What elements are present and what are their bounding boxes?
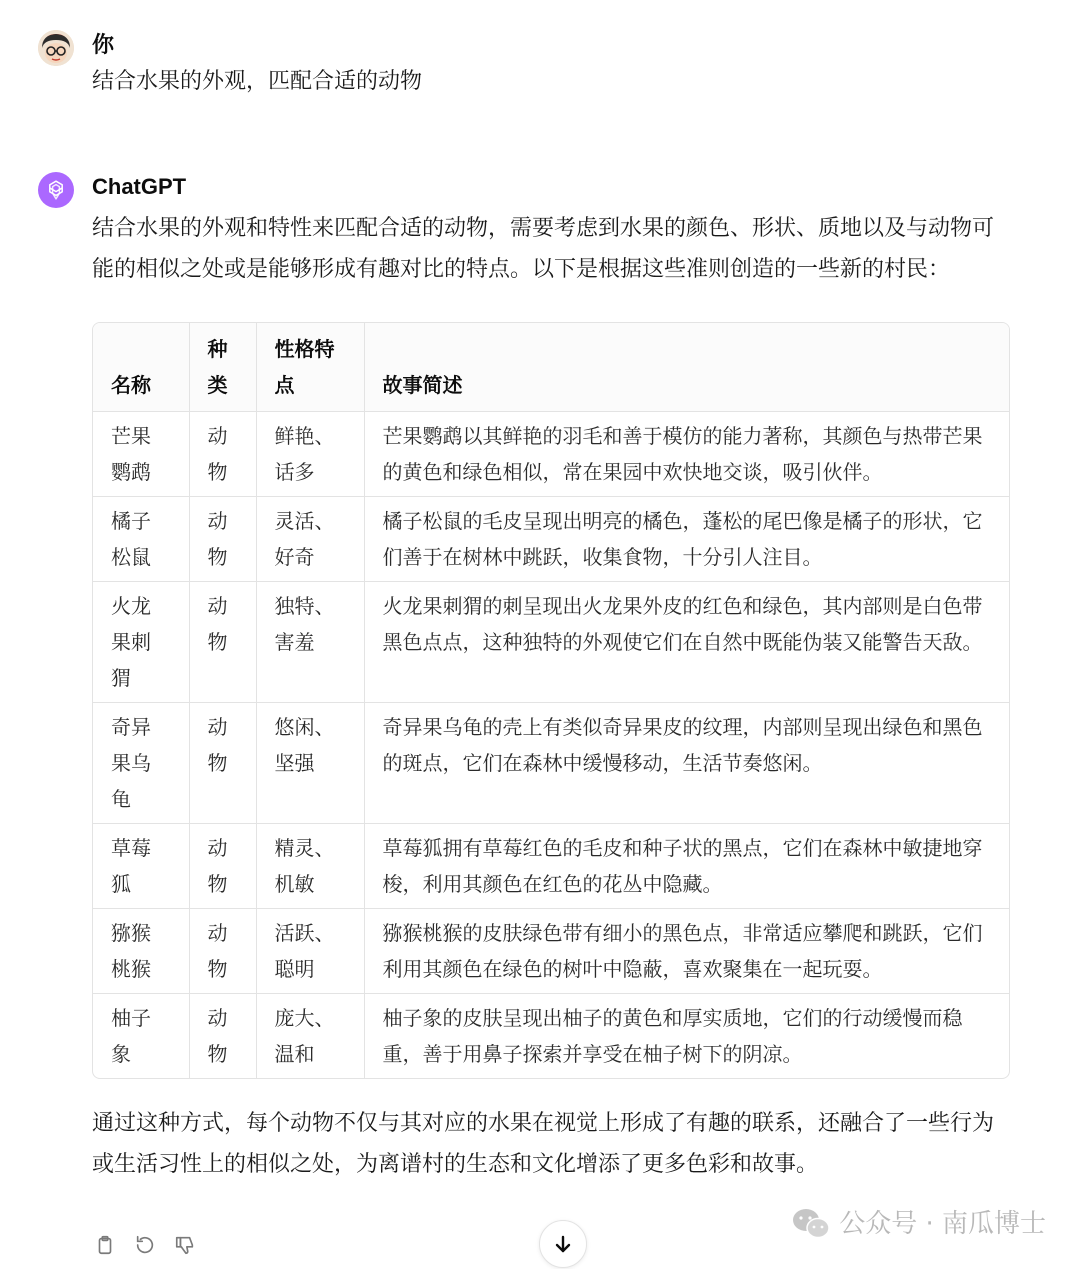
cell-kind: 动物 xyxy=(189,497,256,582)
table-row xyxy=(93,497,1009,582)
cell-trait: 灵活、好奇 xyxy=(256,497,364,582)
assistant-author-name: ChatGPT xyxy=(92,174,187,199)
watermark xyxy=(791,1206,1046,1242)
cell-name: 芒果鹦鹉 xyxy=(93,412,189,497)
assistant-message xyxy=(38,172,1020,1212)
cell-story: 火龙果刺猬的刺呈现出火龙果外皮的红色和绿色，其内部则是白色带黑色点点，这种独特的外观使它们在自然中既能伪装又能警告天敌。 xyxy=(364,582,1009,703)
cell-kind: 动物 xyxy=(189,909,256,994)
scroll-to-bottom-button[interactable] xyxy=(539,1220,587,1268)
cell-trait: 活跃、聪明 xyxy=(256,909,364,994)
header-trait: 性格特点 xyxy=(256,323,364,412)
cell-story: 橘子松鼠的毛皮呈现出明亮的橘色，蓬松的尾巴像是橘子的形状，它们善于在树林中跳跃，收集食物，十分引人注目。 xyxy=(364,497,1009,582)
cell-trait: 悠闲、坚强 xyxy=(256,703,364,824)
user-author-name: 你 xyxy=(92,32,115,57)
cell-name: 火龙果刺猬 xyxy=(93,582,189,703)
table-header-row xyxy=(93,323,1009,412)
cell-trait: 独特、害羞 xyxy=(256,582,364,703)
assistant-message-body xyxy=(92,208,1010,1185)
cell-trait: 鲜艳、话多 xyxy=(256,412,364,497)
cell-kind: 动物 xyxy=(189,582,256,703)
table-row xyxy=(93,909,1009,994)
table-row xyxy=(93,582,1009,703)
user-message-text: 结合水果的外观，匹配合适的动物 xyxy=(92,69,423,94)
header-kind: 种类 xyxy=(189,323,256,412)
regenerate-icon[interactable] xyxy=(132,1232,158,1258)
table-row xyxy=(93,703,1009,824)
cell-story: 猕猴桃猴的皮肤绿色带有细小的黑色点，非常适应攀爬和跳跃，它们利用其颜色在绿色的树叶中隐蔽，喜欢聚集在一起玩耍。 xyxy=(364,909,1009,994)
wechat-icon xyxy=(791,1207,831,1241)
assistant-intro-text: 结合水果的外观和特性来匹配合适的动物，需要考虑到水果的颜色、形状、质地以及与动物可能的相似之处或是能够形成有趣对比的特点。以下是根据这些准则创造的一些新的村民： xyxy=(92,216,995,282)
table-row xyxy=(93,824,1009,909)
cell-name: 猕猴桃猴 xyxy=(93,909,189,994)
arrow-down-icon xyxy=(551,1232,575,1256)
message-actions xyxy=(92,1232,198,1258)
openai-logo-icon xyxy=(38,172,74,208)
cell-kind: 动物 xyxy=(189,412,256,497)
cell-name: 草莓狐 xyxy=(93,824,189,909)
cell-story: 芒果鹦鹉以其鲜艳的羽毛和善于模仿的能力著称，其颜色与热带芒果的黄色和绿色相似，常在果园中欢快地交谈，吸引伙伴。 xyxy=(364,412,1009,497)
cell-story: 柚子象的皮肤呈现出柚子的黄色和厚实质地，它们的行动缓慢而稳重，善于用鼻子探索并享受在柚子树下的阴凉。 xyxy=(364,994,1009,1079)
cell-kind: 动物 xyxy=(189,994,256,1079)
thumbs-down-icon[interactable] xyxy=(172,1232,198,1258)
assistant-closing-text: 通过这种方式，每个动物不仅与其对应的水果在视觉上形成了有趣的联系，还融合了一些行为或生活习性上的相似之处，为离谱村的生态和文化增添了更多色彩和故事。 xyxy=(92,1111,995,1177)
header-story: 故事简述 xyxy=(364,323,1009,412)
watermark-text: 公众号 · 南瓜博士 xyxy=(839,1209,1046,1239)
cell-name: 柚子象 xyxy=(93,994,189,1079)
cell-kind: 动物 xyxy=(189,703,256,824)
cell-trait: 精灵、机敏 xyxy=(256,824,364,909)
cell-name: 橘子松鼠 xyxy=(93,497,189,582)
cell-story: 奇异果乌龟的壳上有类似奇异果皮的纹理，内部则呈现出绿色和黑色的斑点，它们在森林中缓慢移动，生活节奏悠闲。 xyxy=(364,703,1009,824)
copy-icon[interactable] xyxy=(92,1232,118,1258)
table-row xyxy=(93,412,1009,497)
cell-story: 草莓狐拥有草莓红色的毛皮和种子状的黑点，它们在森林中敏捷地穿梭，利用其颜色在红色的花丛中隐藏。 xyxy=(364,824,1009,909)
villager-table xyxy=(92,322,1010,1079)
user-avatar xyxy=(38,30,74,66)
cell-trait: 庞大、温和 xyxy=(256,994,364,1079)
table-row xyxy=(93,994,1009,1079)
cell-name: 奇异果乌龟 xyxy=(93,703,189,824)
header-name: 名称 xyxy=(93,323,189,412)
cell-kind: 动物 xyxy=(189,824,256,909)
user-message xyxy=(38,30,1020,110)
